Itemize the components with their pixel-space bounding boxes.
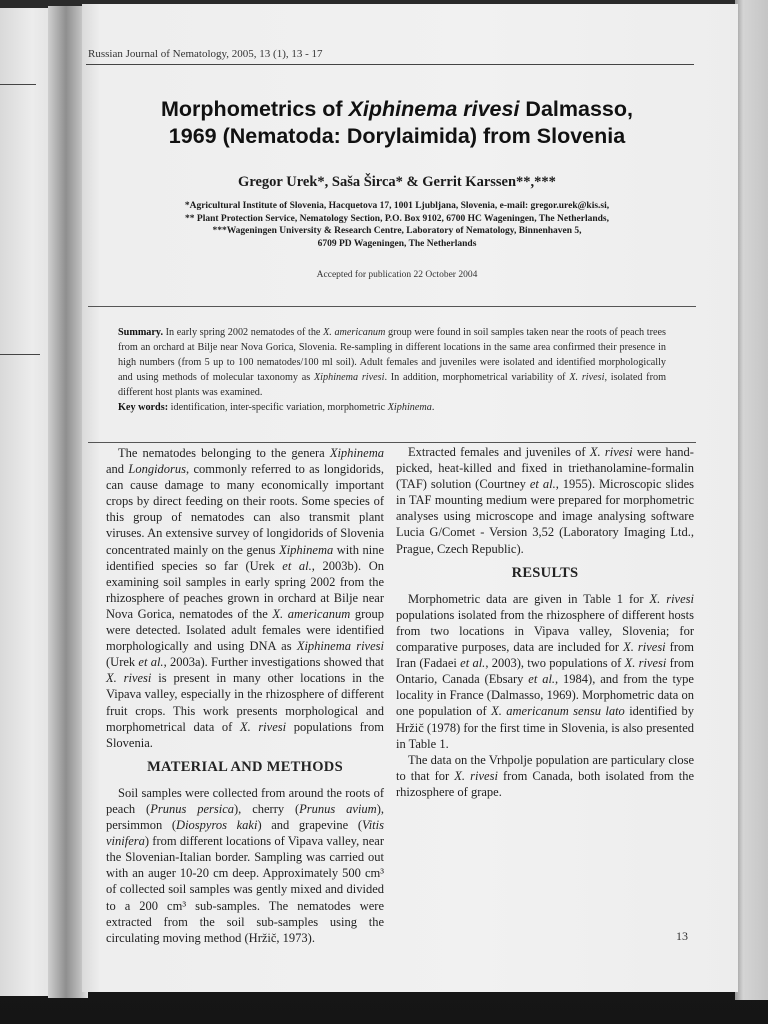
species-name: Xiphinema rivesi <box>313 372 385 383</box>
facing-page-rule <box>0 354 40 355</box>
summary-text-run: In early spring 2002 nematodes of the <box>163 327 324 338</box>
journal-page <box>82 4 738 992</box>
accepted-date: Accepted for publication 22 October 2004 <box>316 270 478 280</box>
affiliation-line: ***Wageningen University & Research Centre, Laboratory of Nematology, Binnenhaven 5, <box>212 226 582 236</box>
summary-block <box>118 325 666 415</box>
body-rule <box>88 442 696 443</box>
affiliation-line: ** Plant Protection Service, Nematology Section, P.O. Box 9102, 6700 HC Wageningen, The Netherlands, <box>185 213 609 224</box>
methods-heading: MATERIAL AND METHODS <box>147 758 343 775</box>
affiliation-line: *Agricultural Institute of Slovenia, Hacquetova 17, 1001 Ljubljana, Slovenia, e-mail: gregor.urek@kis.si, <box>184 201 610 211</box>
title-species: Xiphinema rivesi <box>348 97 520 121</box>
title-text: Dalmasso, <box>519 97 633 121</box>
affiliations <box>92 200 702 250</box>
title-text: Morphometrics of <box>161 97 349 121</box>
keywords-text: identification, inter-specific variation, morphometric <box>168 402 388 413</box>
results-paragraph-2: The data on the Vrhpolje population are particulary close to that for X. rivesi from Canada, both isolated from the rhizosphere of grape. <box>396 752 694 799</box>
authors: Gregor Urek*, Saša Širca* & Gerrit Karssen**,*** <box>238 174 556 190</box>
article-title <box>92 96 702 150</box>
title-text: 1969 (Nematoda: Dorylaimida) from Slovenia <box>168 124 626 148</box>
page-edge <box>735 0 768 1000</box>
facing-page-rule <box>0 84 36 85</box>
keywords <box>118 400 666 415</box>
summary-text-run: group were found in soil samples taken near the roots of peach trees from an orchard at Bilje near Nova Gorica, Slovenia. Re-sampling in different locations in the same area confirmed their presence in high numbers (from 5 up to 100 nematodes/100 ml soil). Adult females and juveniles were isolated and identified morphologically and using methods of molecular taxonomy as <box>118 327 666 383</box>
methods-paragraph: Soil samples were collected from around the roots of peach (Prunus persica), cherry (Prunus avium), persimmon (Diospyros kaki) and grapevine (Vitis vinifera) from different locations of Vipava valley, near the Slovenian-Italian border. Sampling was carried out with an auger 10-20 cm deep. Approximately 500 cm³ of collected soil samples was gently mixed and divided to a 200 cm³ sub-samples. The nematodes were extracted from the soil sub-samples using the circulating moving method (Hržič, 1973). <box>106 785 385 945</box>
results-heading: RESULTS <box>511 564 579 581</box>
summary-label: Summary. <box>118 327 163 338</box>
intro-paragraph: The nematodes belonging to the genera Xiphinema and Longidorus, commonly referred to as longidorids, can cause damage to many economically important crops by direct feeding on their roots. Some species of this group of nematodes can also transmit plant viruses. An extensive survey of longidorids of Slovenia concentrated mainly on the genus Xiphinema with nine identified species so far (Urek et al., 2003b). On examining soil samples in early spring 2002 from the rhizosphere of peaches grown in orchard at Bilje near Nova Gorica, nematodes of the X. americanum group were detected. Isolated adult females were identified morphologically and using DNA as Xiphinema rivesi (Urek et al., 2003a). Further investigations showed that X. rivesi is present in many other locations in the Vipava valley, especially in the rhizosphere of different fruit crops. This work presents morphological and morphometrical data of X. rivesi populations from Slovenia. <box>106 446 385 750</box>
species-name: X. rivesi <box>569 372 605 383</box>
summary-text-run: , isolated from different host plants was examined. <box>118 372 666 398</box>
keywords-genus: Xiphinema <box>387 402 432 413</box>
keywords-text: . <box>431 402 435 413</box>
left-column <box>106 445 384 946</box>
results-paragraph: Morphometric data are given in Table 1 for X. rivesi populations isolated from the rhizosphere of different hosts from two locations in Vipava valley, Slovenia; for comparative purposes, data are included for X. rivesi from Iran (Fadaei et al., 2003), two populations of X. rivesi from Ontario, Canada (Ebsary et al., 1984), and from the type locality in France (Dalmasso, 1969). Morphometric data on one population of X. americanum sensu lato identified by Hržič (1978) for the first time in Slovenia, is also presented in Table 1. <box>396 591 694 751</box>
abstract-rule <box>88 306 696 307</box>
keywords-label: Key words: <box>118 402 169 413</box>
summary-text-run: . In addition, morphometrical variability of <box>384 372 570 383</box>
species-name: X. americanum <box>323 327 386 338</box>
page-number: 13 <box>676 929 688 943</box>
methods-paragraph-2: Extracted females and juveniles of X. rivesi were hand-picked, heat-killed and fixed in triethanolamine-formalin (TAF) solution (Courtney et al., 1955). Microscopic slides in TAF mounting medium were prepared for morphometric analyses using microscope and image analysing software Lucia G/Comet - Version 3,52 (Laboratory Imaging Ltd., Prague, Czech Republic). <box>396 445 695 556</box>
affiliation-line: 6709 PD Wageningen, The Netherlands <box>317 238 477 249</box>
right-column <box>396 444 694 800</box>
header-rule <box>86 64 694 65</box>
running-head: Russian Journal of Nematology, 2005, 13 (1), 13 - 17 <box>88 48 323 60</box>
summary-text <box>118 325 666 400</box>
